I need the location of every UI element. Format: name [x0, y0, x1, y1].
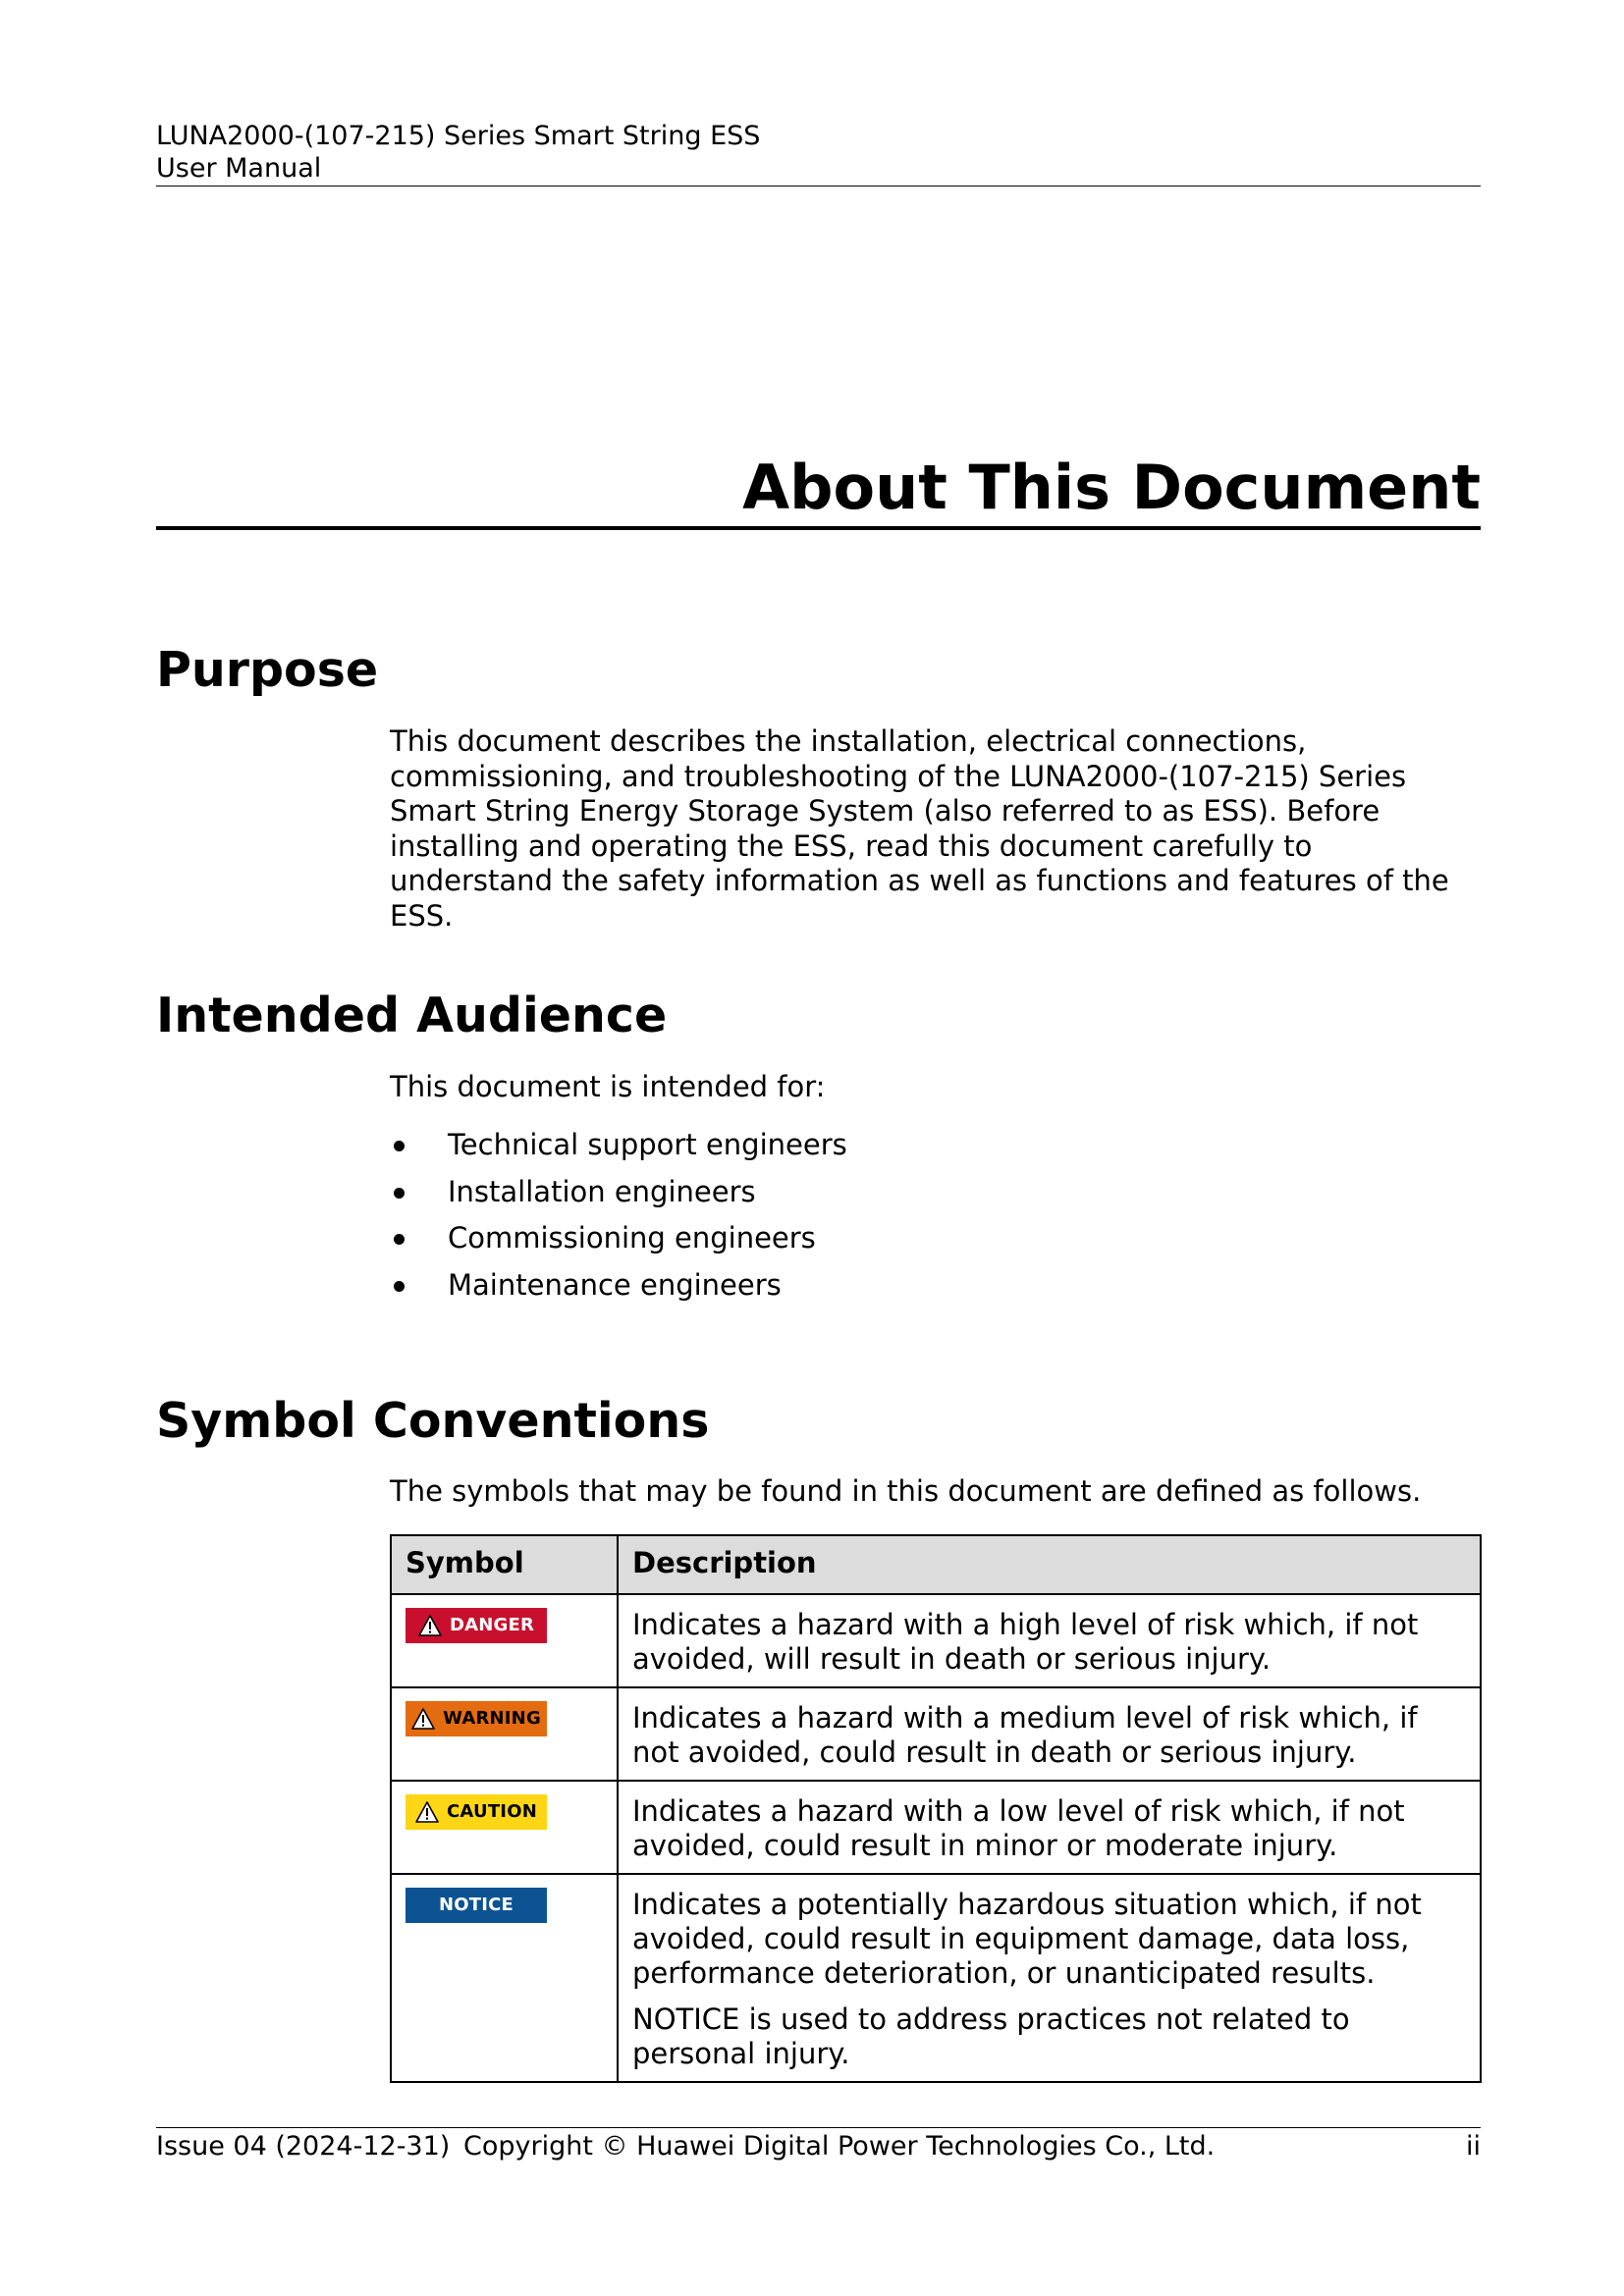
bullet-icon: [394, 1188, 405, 1199]
title-rule: [156, 526, 1481, 530]
description-text: Indicates a hazard with a high level of risk which, if not avoided, will result in death or serious injury.: [632, 1608, 1419, 1676]
list-item-text: Installation engineers: [448, 1174, 756, 1208]
page-number: ii: [1465, 2131, 1481, 2162]
description-text: Indicates a hazard with a low level of risk which, if not avoided, could result in minor or moderate injury.: [632, 1794, 1405, 1862]
purpose-heading: Purpose: [156, 642, 379, 698]
list-item-text: Commissioning engineers: [448, 1221, 816, 1255]
header-doc-type: User Manual: [156, 153, 322, 184]
bullet-icon: [394, 1281, 405, 1292]
description-cell: [618, 1594, 1481, 1687]
header-rule: [156, 186, 1481, 187]
table-row: [391, 1781, 1481, 1874]
list-item-text: Maintenance engineers: [448, 1267, 782, 1302]
footer-rule: [156, 2127, 1481, 2128]
bullet-icon: [394, 1234, 405, 1245]
footer-issue: Issue 04 (2024-12-31): [156, 2131, 451, 2162]
symbol-cell: [391, 1594, 618, 1687]
badge-label: NOTICE: [438, 1895, 514, 1915]
list-item-text: Technical support engineers: [448, 1128, 847, 1161]
warning-triangle-icon: [415, 1801, 439, 1823]
purpose-text: This document describes the installation, electrical connections, commissioning, and troubleshooting of the LUNA2000-(107-215) Series Smart String Energy Storage System (also referred to as ESS). Before installing and operating the ESS, read this document carefully to understand the safety information as well as functions and features of the ESS.: [390, 724, 1449, 933]
symbol-cell: [391, 1781, 618, 1874]
description-cell: [618, 1687, 1481, 1781]
symbol-cell: [391, 1687, 618, 1781]
header-product: LUNA2000-(107-215) Series Smart String ESS: [156, 121, 761, 151]
table-row: [391, 1594, 1481, 1687]
column-header-description: Description: [618, 1535, 1481, 1594]
description-text: Indicates a hazard with a medium level of risk which, if not avoided, could result in death or serious injury.: [632, 1701, 1418, 1769]
badge-label: CAUTION: [447, 1801, 537, 1822]
list-item: [390, 1175, 847, 1222]
warning-triangle-icon: [418, 1615, 442, 1636]
list-item: [390, 1128, 847, 1175]
audience-list: [390, 1128, 847, 1314]
symbol-table: [390, 1534, 1482, 2083]
bullet-icon: [394, 1141, 405, 1151]
table-row: [391, 1687, 1481, 1781]
warning-badge: [406, 1701, 547, 1736]
table-row: [391, 1874, 1481, 2082]
warning-triangle-icon: [411, 1708, 435, 1730]
badge-label: WARNING: [443, 1708, 541, 1729]
badge-label: DANGER: [449, 1615, 535, 1635]
list-item: [390, 1221, 847, 1268]
symbols-intro: The symbols that may be found in this document are defined as follows.: [390, 1474, 1422, 1508]
list-item: [390, 1268, 847, 1315]
caution-badge: [406, 1794, 547, 1830]
audience-intro: This document is intended for:: [390, 1070, 826, 1103]
table-header-row: [391, 1535, 1481, 1594]
column-header-symbol: Symbol: [391, 1535, 618, 1594]
description-cell: [618, 1874, 1481, 2082]
description-extra-text: NOTICE is used to address practices not related to personal injury.: [632, 2002, 1350, 2070]
symbol-cell: [391, 1874, 618, 2082]
danger-badge: [406, 1608, 547, 1643]
audience-heading: Intended Audience: [156, 988, 668, 1043]
description-text: Indicates a potentially hazardous situation which, if not avoided, could result in equipment damage, data loss, performance deterioration, or unanticipated results.: [632, 1888, 1422, 1990]
page-title: About This Document: [742, 452, 1481, 523]
symbols-heading: Symbol Conventions: [156, 1393, 710, 1449]
notice-badge: [406, 1888, 547, 1923]
footer-copyright: Copyright © Huawei Digital Power Technologies Co., Ltd.: [463, 2131, 1216, 2162]
description-cell: [618, 1781, 1481, 1874]
